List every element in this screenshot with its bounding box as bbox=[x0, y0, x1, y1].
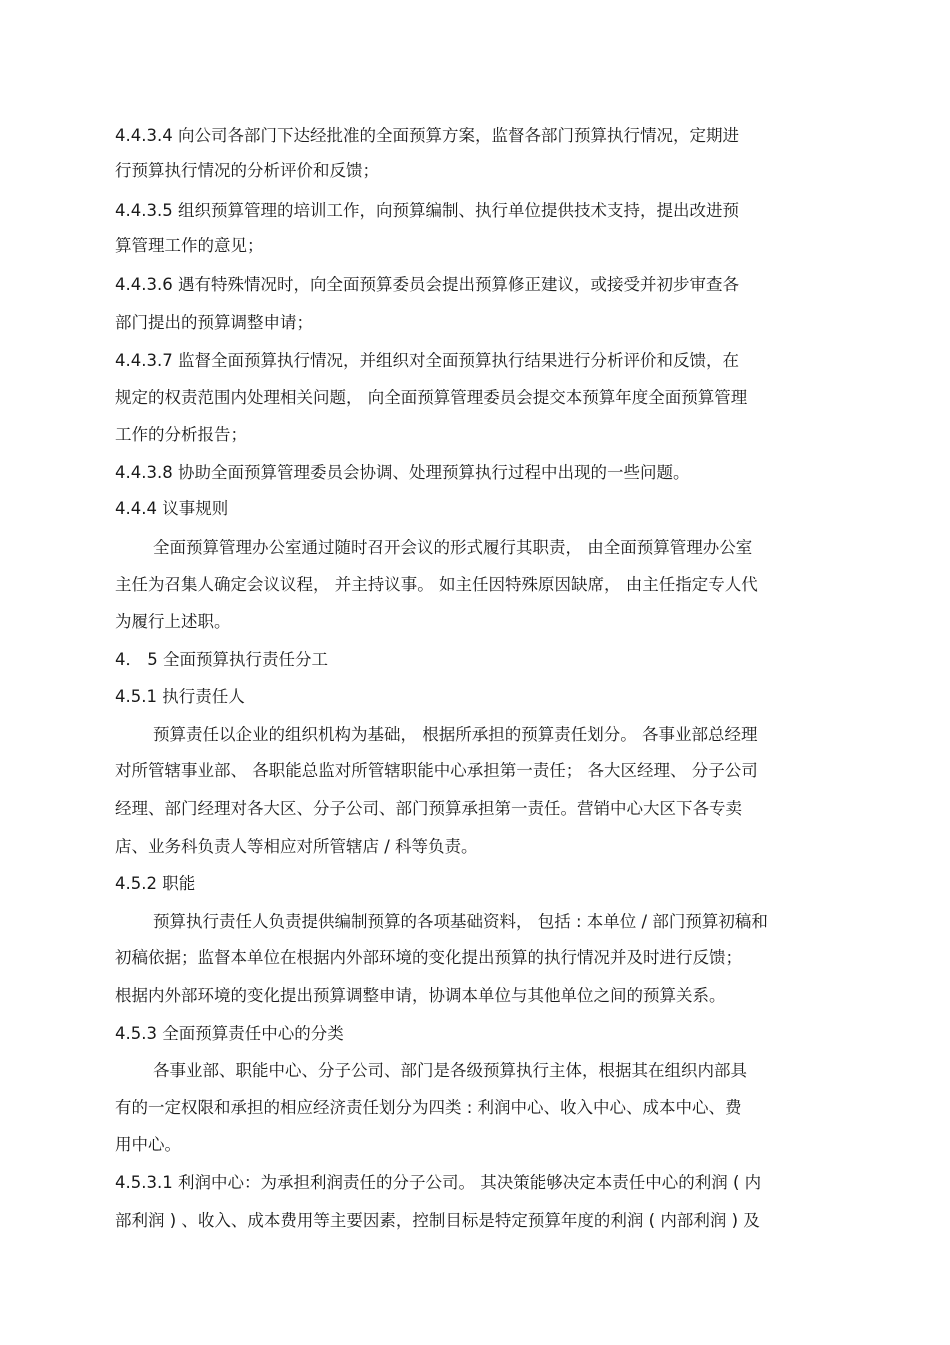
text-line: 4.5.3.1 利润中心：为承担利润责任的分子公司。 其决策能够决定本责任中心的利润 ( 内 bbox=[115, 1173, 762, 1192]
paragraph-line: 全面预算管理办公室通过随时召开会议的形式履行其职责， 由全面预算管理办公室 bbox=[153, 538, 753, 557]
paragraph-line: 主任为召集人确定会议议程， 并主持议事。 如主任因特殊原因缺席， 由主任指定专人代 bbox=[115, 575, 758, 594]
text-line: 规定的权责范围内处理相关问题， 向全面预算管理委员会提交本预算年度全面预算管理 bbox=[115, 388, 748, 407]
text-line: 部门提出的预算调整申请； bbox=[115, 313, 313, 332]
paragraph-line: 对所管辖事业部、 各职能总监对所管辖职能中心承担第一责任； 各大区经理、 分子公司 bbox=[115, 761, 758, 780]
section-heading: 4.5.3 全面预算责任中心的分类 bbox=[115, 1024, 344, 1043]
section-heading: 4.5.2 职能 bbox=[115, 874, 196, 893]
section-heading: 4.5.1 执行责任人 bbox=[115, 687, 245, 706]
text-line: 4.4.3.6 遇有特殊情况时，向全面预算委员会提出预算修正建议，或接受并初步审查各 bbox=[115, 275, 739, 294]
text-line: 行预算执行情况的分析评价和反馈； bbox=[115, 161, 379, 180]
paragraph-line: 各事业部、职能中心、分子公司、部门是各级预算执行主体，根据其在组织内部具 bbox=[153, 1061, 747, 1080]
section-heading: 4． 5 全面预算执行责任分工 bbox=[115, 650, 328, 669]
paragraph-line: 用中心。 bbox=[115, 1135, 181, 1154]
text-line: 4.4.3.4 向公司各部门下达经批准的全面预算方案，监督各部门预算执行情况，定期进 bbox=[115, 126, 739, 145]
text-line: 4.4.3.8 协助全面预算管理委员会协调、处理预算执行过程中出现的一些问题。 bbox=[115, 463, 690, 482]
paragraph-line: 店、业务科负责人等相应对所管辖店 / 科等负责。 bbox=[115, 837, 478, 856]
text-line: 工作的分析报告； bbox=[115, 425, 247, 444]
paragraph-line: 经理、部门经理对各大区、分子公司、部门预算承担第一责任。营销中心大区下各专卖 bbox=[115, 799, 742, 818]
section-heading: 4.4.4 议事规则 bbox=[115, 499, 229, 518]
paragraph-line: 预算责任以企业的组织机构为基础， 根据所承担的预算责任划分。 各事业部总经理 bbox=[153, 725, 758, 744]
text-line: 4.4.3.5 组织预算管理的培训工作，向预算编制、执行单位提供技术支持，提出改进预 bbox=[115, 201, 739, 220]
paragraph-line: 有的一定权限和承担的相应经济责任划分为四类 : 利润中心、收入中心、成本中心、费 bbox=[115, 1098, 742, 1117]
paragraph-line: 为履行上述职。 bbox=[115, 612, 231, 631]
paragraph-line: 初稿依据；监督本单位在根据内外部环境的变化提出预算的执行情况并及时进行反馈； bbox=[115, 948, 742, 967]
text-line: 部利润 ) 、收入、成本费用等主要因素，控制目标是特定预算年度的利润 ( 内部利润 ) 及 bbox=[115, 1211, 760, 1230]
paragraph-line: 根据内外部环境的变化提出预算调整申请，协调本单位与其他单位之间的预算关系。 bbox=[115, 986, 726, 1005]
paragraph-line: 预算执行责任人负责提供编制预算的各项基础资料， 包括 : 本单位 / 部门预算初稿和 bbox=[153, 912, 768, 931]
text-line: 4.4.3.7 监督全面预算执行情况，并组织对全面预算执行结果进行分析评价和反馈，在 bbox=[115, 351, 739, 370]
text-line: 算管理工作的意见； bbox=[115, 236, 264, 255]
